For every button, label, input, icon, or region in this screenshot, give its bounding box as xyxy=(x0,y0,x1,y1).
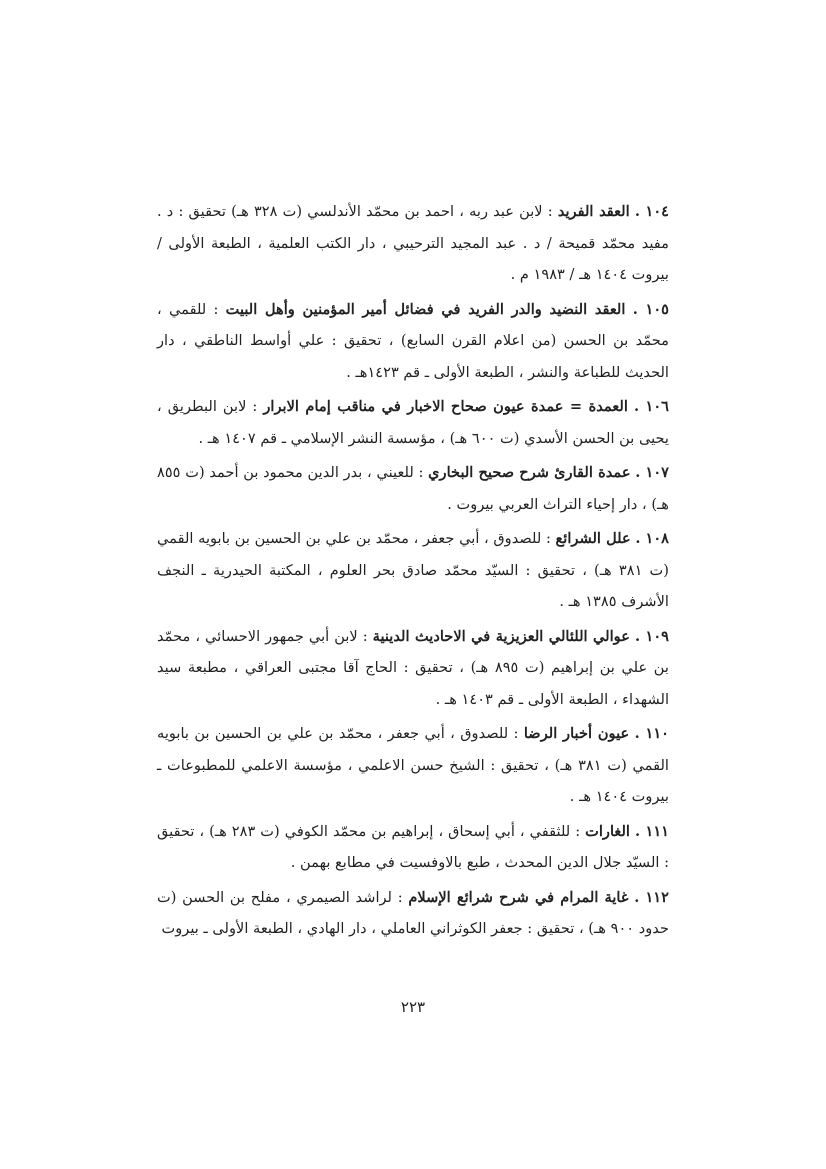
entry-number: ١١٠ . xyxy=(634,725,669,742)
entry-number: ١٠٩ . xyxy=(634,627,669,645)
bibliography-entry xyxy=(157,391,669,454)
entry-details: : لراشد الصيمري ، مفلح بن الحسن (ت حدود ٩٠٠ هـ) ، تحقيق : جعفر الكوثراني العاملي ، دار الهادي ، الطبعة الأولى ـ بيروت xyxy=(157,888,669,937)
bibliography-entry xyxy=(157,523,669,618)
bibliography-entry xyxy=(157,196,669,291)
entry-number: ١٠٧ . xyxy=(635,464,670,481)
entry-title: العقد الفريد xyxy=(557,203,630,220)
bibliography-entry xyxy=(157,294,669,389)
entry-details: : للقمي ، محمّد بن الحسن (من اعلام القرن السابع) ، تحقيق : علي أواسط الناطقي ، دار الحديث للطباعة والنشر ، الطبعة الأولى ـ قم ١٤٢٣هـ . xyxy=(157,300,669,381)
entry-title: علل الشرائع xyxy=(555,530,631,547)
entry-number: ١١٢ . xyxy=(634,888,669,906)
page-number: ٢٢٣ xyxy=(400,998,426,1016)
entry-details: : لابن عبد ربه ، احمد بن محمّد الأندلسي (ت ٣٢٨ هـ) تحقيق : د . مفيد محمّد قميحة / د . عبد المجيد الترحيبي ، دار الكتب العلمية ، الطبعة الأولى / بيروت ١٤٠٤ هـ / ١٩٨٣ م . xyxy=(157,203,669,283)
entry-details: : لابن أبي جمهور الاحسائي ، محمّد بن علي بن إبراهيم (ت ٨٩٥ هـ) ، تحقيق : الحاج آقا مجتبى العراقي ، مطبعة سيد الشهداء ، الطبعة الأولى ـ قم ١٤٠٣ هـ . xyxy=(157,627,669,708)
entry-number: ١٠٥ . xyxy=(632,300,669,318)
bibliography-entry xyxy=(157,621,669,716)
entry-title: عمدة القارئ شرح صحيح البخاري xyxy=(428,464,631,481)
entry-title: الغارات xyxy=(585,822,630,840)
entry-title: العمدة = عمدة عيون صحاح الاخبار في مناقب إمام الابرار xyxy=(263,398,628,415)
bibliography-entry xyxy=(157,882,669,945)
entry-details: : للعيني ، بدر الدين محمود بن أحمد (ت ٨٥٥ هـ) ، دار إحياء التراث العربي بيروت . xyxy=(157,464,669,513)
bibliography-entry xyxy=(157,816,669,879)
bibliography-list xyxy=(157,196,669,948)
entry-details: : للثقفي ، أبي إسحاق ، إبراهيم بن محمّد الكوفي (ت ٢٨٣ هـ) ، تحقيق : السيّد جلال الدين المحدث ، طبع بالاوفسيت في مطابع بهمن . xyxy=(157,822,669,871)
entry-details: : للصدوق ، أبي جعفر ، محمّد بن علي بن الحسين بن بابويه القمي (ت ٣٨١ هـ) ، تحقيق : السيّد محمّد صادق بحر العلوم ، المكتبة الحيدرية ـ النجف الأشرف ١٣٨٥ هـ . xyxy=(157,530,669,610)
entry-title: عيون أخبار الرضا xyxy=(523,725,630,742)
entry-number: ١٠٦ . xyxy=(633,398,669,415)
entry-details: : للصدوق ، أبي جعفر ، محمّد بن علي بن الحسين بن بابويه القمي (ت ٣٨١ هـ) ، تحقيق : الشيخ حسن الاعلمي ، مؤسسة الاعلمي للمطبوعات ـ بيروت ١٤٠٤ هـ . xyxy=(157,725,669,805)
entry-number: ١٠٨ . xyxy=(635,530,669,547)
entry-title: غاية المرام في شرح شرائع الإسلام xyxy=(408,888,629,906)
bibliography-entry xyxy=(157,718,669,813)
entry-details: : لابن البطريق ، يحيى بن الحسن الأسدي (ت ٦٠٠ هـ) ، مؤسسة النشر الإسلامي ـ قم ١٤٠٧ هـ . xyxy=(157,398,669,447)
bibliography-entry xyxy=(157,457,669,520)
entry-number: ١٠٤ . xyxy=(634,203,670,220)
entry-number: ١١١ . xyxy=(634,822,669,840)
entry-title: العقد النضيد والدر الفريد في فضائل أمير المؤمنين وأهل البيت xyxy=(225,300,626,318)
entry-title: عوالي اللئالي العزيزية في الاحاديث الدينية xyxy=(372,627,630,645)
